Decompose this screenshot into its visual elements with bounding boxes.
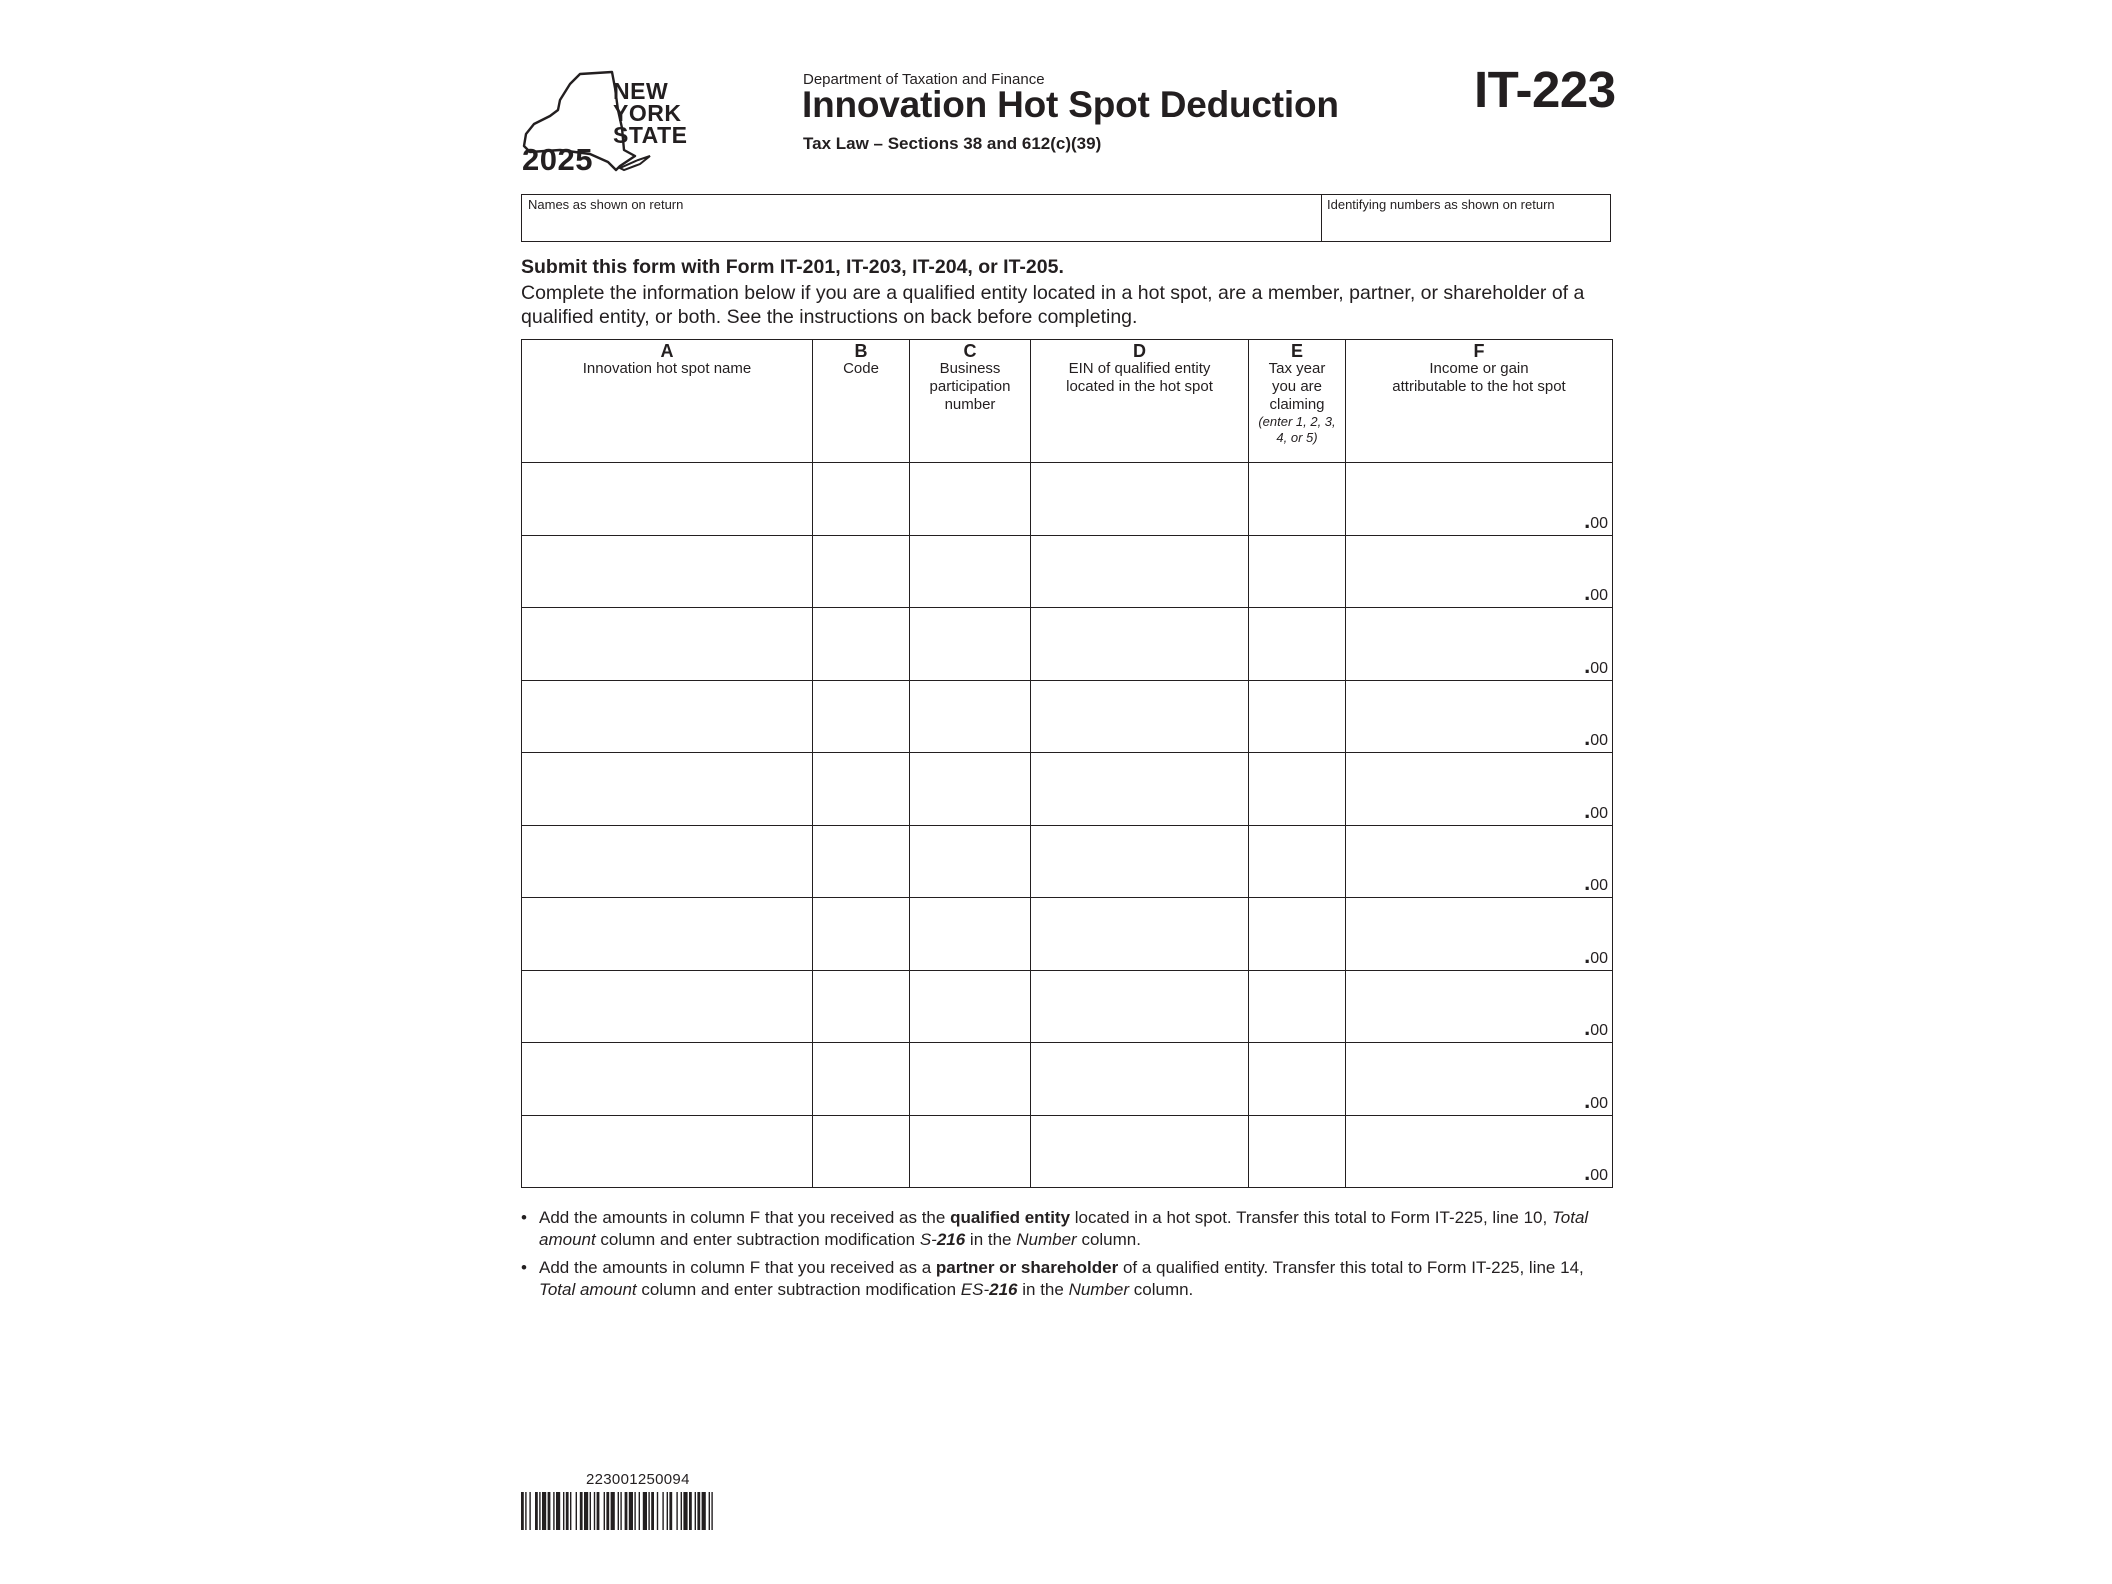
- barcode-bar: [618, 1492, 619, 1530]
- hot-spot-name-cell[interactable]: [522, 608, 813, 681]
- income-amount-cell[interactable]: [1346, 535, 1613, 608]
- note-text: ES-: [960, 1280, 990, 1299]
- ein-cell[interactable]: [1031, 608, 1249, 681]
- hot-spot-name-cell[interactable]: [522, 753, 813, 826]
- ein-cell[interactable]: [1031, 825, 1249, 898]
- note-text: column.: [1076, 1230, 1141, 1249]
- note-text: Number: [1016, 1230, 1077, 1249]
- tax-year-cell[interactable]: [1249, 608, 1346, 681]
- table-row: [522, 680, 1613, 753]
- cents-value: 00: [1590, 587, 1608, 604]
- table-row: [522, 535, 1613, 608]
- cents-suffix: [1584, 580, 1608, 605]
- cents-suffix: [1584, 942, 1608, 968]
- form-subtitle: Tax Law – Sections 38 and 612(c)(39): [803, 134, 1102, 153]
- cents-dot: .: [1584, 580, 1591, 605]
- cents-dot: .: [1584, 797, 1591, 823]
- note-text: Total amount: [539, 1280, 637, 1299]
- barcode-bar: [611, 1492, 615, 1530]
- code-cell[interactable]: [813, 608, 910, 681]
- cents-suffix: [1584, 1160, 1608, 1185]
- tax-year-cell[interactable]: [1249, 825, 1346, 898]
- barcode-bar: [629, 1492, 633, 1530]
- table-row: [522, 898, 1613, 971]
- cents-value: 00: [1590, 1094, 1608, 1112]
- barcode-bar: [529, 1492, 530, 1530]
- hot-spot-name-cell[interactable]: [522, 463, 813, 536]
- cents-suffix: [1584, 725, 1608, 750]
- cents-value: 00: [1590, 514, 1608, 532]
- table-row: [522, 608, 1613, 681]
- ein-cell[interactable]: [1031, 535, 1249, 608]
- income-amount-cell[interactable]: [1346, 825, 1613, 898]
- business-participation-number-cell[interactable]: [910, 970, 1031, 1043]
- barcode-bar: [553, 1492, 554, 1530]
- income-amount-cell[interactable]: [1346, 898, 1613, 971]
- hot-spot-table: [521, 339, 1613, 1188]
- barcode-bar: [556, 1492, 560, 1530]
- barcode-bar: [576, 1492, 577, 1530]
- note-item: [521, 1257, 1621, 1301]
- barcode-bar: [709, 1492, 710, 1530]
- cents-suffix: [1584, 652, 1608, 678]
- business-participation-number-cell[interactable]: [910, 535, 1031, 608]
- note-text: Total amount: [539, 1208, 1589, 1249]
- note-text: in the: [1017, 1280, 1069, 1299]
- department-name: Department of Taxation and Finance: [803, 71, 1045, 88]
- table-row: [522, 1115, 1613, 1188]
- cents-dot: .: [1584, 942, 1591, 968]
- barcode-bar: [702, 1492, 706, 1530]
- barcode-bar: [604, 1492, 605, 1530]
- barcode-bar: [521, 1492, 524, 1530]
- cents-value: 00: [1590, 732, 1608, 749]
- income-amount-cell[interactable]: [1346, 753, 1613, 826]
- code-cell[interactable]: [813, 753, 910, 826]
- tax-year-cell[interactable]: [1249, 898, 1346, 971]
- cents-dot: .: [1584, 1160, 1591, 1185]
- column-header-b: [813, 340, 910, 463]
- code-cell[interactable]: [813, 825, 910, 898]
- cents-value: 00: [1590, 659, 1608, 677]
- note-text: Add the amounts in column F that you received as the: [539, 1208, 951, 1227]
- table-row: [522, 1043, 1613, 1116]
- barcode-icon: [521, 1492, 761, 1530]
- ein-cell[interactable]: [1031, 1043, 1249, 1116]
- barcode-bar: [634, 1492, 635, 1530]
- barcode-bar: [542, 1492, 546, 1530]
- business-participation-number-cell[interactable]: [910, 608, 1031, 681]
- ein-cell[interactable]: [1031, 898, 1249, 971]
- note-item: [521, 1207, 1621, 1251]
- barcode-bar: [535, 1492, 538, 1530]
- notes-list: [521, 1207, 1621, 1307]
- income-amount-cell[interactable]: [1346, 608, 1613, 681]
- barcode-bar: [548, 1492, 551, 1530]
- hot-spot-name-cell[interactable]: [522, 1043, 813, 1116]
- ein-cell[interactable]: [1031, 753, 1249, 826]
- tax-year-cell[interactable]: [1249, 1043, 1346, 1116]
- column-label: EIN of qualified entity located in the hot spot: [1066, 360, 1213, 395]
- hot-spot-name-cell[interactable]: [522, 970, 813, 1043]
- table-row: [522, 970, 1613, 1043]
- cents-value: 00: [1590, 1022, 1608, 1039]
- table-row: [522, 825, 1613, 898]
- cents-dot: .: [1584, 652, 1591, 678]
- column-label: Income or gain attributable to the hot spot: [1392, 360, 1566, 395]
- barcode-bar: [539, 1492, 540, 1530]
- column-note: (enter 1, 2, 3, 4, or 5): [1258, 414, 1336, 445]
- names-label: Names as shown on return: [528, 197, 684, 212]
- business-participation-number-cell[interactable]: [910, 463, 1031, 536]
- note-text: S-: [919, 1230, 937, 1249]
- income-amount-cell[interactable]: [1346, 1043, 1613, 1116]
- column-letter: C: [963, 341, 977, 361]
- tax-year-cell[interactable]: [1249, 535, 1346, 608]
- logo-text: NEW YORK STATE: [613, 78, 688, 148]
- column-header-d: [1031, 340, 1249, 463]
- barcode-bar: [669, 1492, 672, 1530]
- submit-instruction: Submit this form with Form IT-201, IT-203, IT-204, or IT-205.: [521, 256, 1064, 278]
- note-text: located in a hot spot. Transfer this total to Form IT-225, line 10,: [1070, 1208, 1552, 1227]
- barcode-bar: [594, 1492, 595, 1530]
- form-year: 2025: [522, 142, 593, 177]
- barcode-bar: [606, 1492, 609, 1530]
- barcode-bar: [681, 1492, 682, 1530]
- income-amount-cell[interactable]: [1346, 680, 1613, 753]
- form-number: IT-223: [1474, 61, 1616, 118]
- business-participation-number-cell[interactable]: [910, 898, 1031, 971]
- table-row: [522, 463, 1613, 536]
- cents-suffix: [1584, 870, 1608, 895]
- tax-year-cell[interactable]: [1249, 463, 1346, 536]
- cents-dot: .: [1584, 507, 1591, 533]
- table-body: [522, 463, 1613, 1188]
- code-cell[interactable]: [813, 535, 910, 608]
- hot-spot-name-cell[interactable]: [522, 1115, 813, 1188]
- income-amount-cell[interactable]: [1346, 1115, 1613, 1188]
- barcode-bar: [697, 1492, 700, 1530]
- ein-cell[interactable]: [1031, 463, 1249, 536]
- barcode-bar: [525, 1492, 526, 1530]
- barcode-bar: [689, 1492, 692, 1530]
- note-text: 216: [989, 1280, 1018, 1299]
- barcode-bar: [639, 1492, 640, 1530]
- barcode-bar: [657, 1492, 658, 1530]
- note-text: column.: [1129, 1280, 1194, 1299]
- column-letter: E: [1290, 341, 1303, 361]
- column-header-e: [1249, 340, 1346, 463]
- column-header-a: [522, 340, 813, 463]
- cents-suffix: [1584, 1015, 1608, 1040]
- income-amount-cell[interactable]: [1346, 463, 1613, 536]
- note-text: column and enter subtraction modification: [595, 1230, 920, 1249]
- code-cell[interactable]: [813, 1043, 910, 1116]
- names-field[interactable]: [528, 213, 1318, 239]
- column-letter: B: [854, 341, 868, 361]
- column-letter: F: [1473, 341, 1485, 361]
- barcode-bar: [667, 1492, 668, 1530]
- table-row: [522, 753, 1613, 826]
- barcode-bar: [683, 1492, 687, 1530]
- cents-value: 00: [1590, 804, 1608, 822]
- barcode-bar: [563, 1492, 564, 1530]
- income-amount-cell[interactable]: [1346, 970, 1613, 1043]
- barcode-bar: [620, 1492, 621, 1530]
- barcode-bar: [597, 1492, 600, 1530]
- note-text: of a qualified entity. Transfer this total to Form IT-225, line 14,: [1118, 1258, 1584, 1277]
- business-participation-number-cell[interactable]: [910, 825, 1031, 898]
- intro-instruction: Complete the information below if you are a qualified entity located in a hot spot, are a member, partner, or shareholder of a qualified entity, or both. See the instructions on back before completing.: [521, 282, 1585, 328]
- ein-cell[interactable]: [1031, 680, 1249, 753]
- ein-cell[interactable]: [1031, 1115, 1249, 1188]
- cents-value: 00: [1590, 1167, 1608, 1184]
- column-label: Innovation hot spot name: [582, 360, 752, 377]
- barcode-bar: [643, 1492, 647, 1530]
- tax-year-cell[interactable]: [1249, 680, 1346, 753]
- cents-suffix: [1584, 1087, 1608, 1113]
- barcode-number: 223001250094: [586, 1471, 690, 1488]
- code-cell[interactable]: [813, 680, 910, 753]
- note-text: in the: [965, 1230, 1017, 1249]
- tax-year-cell[interactable]: [1249, 970, 1346, 1043]
- identifying-numbers-cell: [1321, 195, 1611, 241]
- barcode-bar: [570, 1492, 571, 1530]
- cents-dot: .: [1584, 725, 1591, 750]
- business-participation-number-cell[interactable]: [910, 1115, 1031, 1188]
- column-letter: D: [1133, 341, 1146, 361]
- note-text: partner or shareholder: [935, 1258, 1119, 1277]
- ein-cell[interactable]: [1031, 970, 1249, 1043]
- column-label: Tax year you are claiming: [1268, 360, 1326, 413]
- cents-dot: .: [1584, 1015, 1591, 1040]
- column-letter: A: [660, 341, 674, 361]
- cents-dot: .: [1584, 870, 1591, 895]
- cents-suffix: [1584, 797, 1608, 823]
- column-header-f: [1346, 340, 1613, 463]
- taxpayer-identity-box: [521, 194, 1611, 242]
- identifying-numbers-field[interactable]: [1327, 213, 1607, 239]
- barcode-bar: [584, 1492, 588, 1530]
- barcode-bar: [676, 1492, 677, 1530]
- column-label: Business participation number: [929, 360, 1011, 413]
- cents-value: 00: [1590, 877, 1608, 894]
- barcode-bar: [625, 1492, 628, 1530]
- note-text: 216: [936, 1230, 966, 1249]
- code-cell[interactable]: [813, 898, 910, 971]
- code-cell[interactable]: [813, 970, 910, 1043]
- cents-dot: .: [1584, 1087, 1591, 1113]
- note-text: qualified entity: [950, 1208, 1071, 1227]
- tax-year-cell[interactable]: [1249, 1115, 1346, 1188]
- barcode-bar: [695, 1492, 696, 1530]
- bullet-icon: •: [521, 1208, 527, 1227]
- note-text: Add the amounts in column F that you received as a: [539, 1258, 936, 1277]
- bullet-icon: •: [521, 1258, 527, 1277]
- barcode-bar: [566, 1492, 569, 1530]
- hot-spot-name-cell[interactable]: [522, 898, 813, 971]
- nys-logo: [520, 70, 695, 175]
- hot-spot-name-cell[interactable]: [522, 680, 813, 753]
- code-cell[interactable]: [813, 463, 910, 536]
- table-header-row: [522, 340, 1613, 463]
- form-title: Innovation Hot Spot Deduction: [802, 84, 1339, 125]
- barcode-bar: [590, 1492, 591, 1530]
- cents-value: 00: [1590, 949, 1608, 967]
- barcode-bar: [662, 1492, 663, 1530]
- business-participation-number-cell[interactable]: [910, 680, 1031, 753]
- barcode-bar: [651, 1492, 654, 1530]
- hot-spot-name-cell[interactable]: [522, 825, 813, 898]
- hot-spot-name-cell[interactable]: [522, 535, 813, 608]
- business-participation-number-cell[interactable]: [910, 1043, 1031, 1116]
- barcode-bar: [711, 1492, 712, 1530]
- tax-year-cell[interactable]: [1249, 753, 1346, 826]
- column-header-c: [910, 340, 1031, 463]
- barcode-bar: [648, 1492, 649, 1530]
- column-label: Code: [843, 360, 879, 377]
- note-text: Number: [1068, 1280, 1130, 1299]
- barcode-bar: [580, 1492, 583, 1530]
- business-participation-number-cell[interactable]: [910, 753, 1031, 826]
- note-text: column and enter subtraction modification: [636, 1280, 961, 1299]
- identifying-numbers-label: Identifying numbers as shown on return: [1327, 197, 1555, 212]
- code-cell[interactable]: [813, 1115, 910, 1188]
- cents-suffix: [1584, 507, 1608, 533]
